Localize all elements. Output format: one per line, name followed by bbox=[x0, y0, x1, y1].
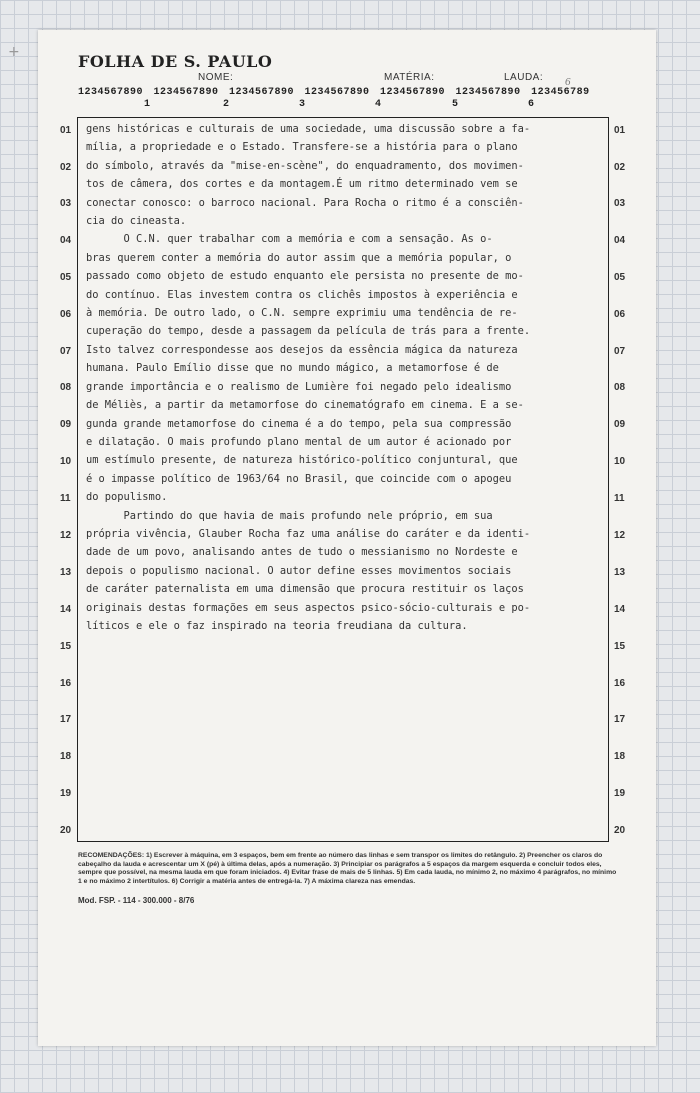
line-number-left: 04 bbox=[60, 235, 72, 246]
newspaper-logo: FOLHA DE S. PAULO bbox=[78, 52, 273, 71]
line-number-left: 11 bbox=[60, 493, 71, 504]
line-number-left: 02 bbox=[60, 162, 72, 173]
line-number-right: 10 bbox=[614, 456, 626, 467]
line-number-right: 15 bbox=[614, 641, 626, 652]
text-line: gunda grande metamorfose do cinema é a do tempo, pela sua compressão bbox=[86, 417, 512, 430]
text-line: própria vivência, Glauber Rocha faz uma análise do caráter e da identi- bbox=[86, 527, 531, 540]
text-line: Isto talvez correspondesse aos desejos da essência mágica da natureza bbox=[86, 343, 518, 356]
line-number-right: 17 bbox=[614, 714, 626, 725]
text-line: cuperação do tempo, desde a passagem da película de trás para a frente. bbox=[86, 325, 531, 338]
line-number-left: 09 bbox=[60, 419, 72, 430]
line-number-right: 03 bbox=[614, 198, 626, 209]
text-line: dade de um povo, analisando antes de tudo o messianismo no Nordeste e bbox=[86, 546, 518, 559]
column-ruler: 1234567890 1234567890 1234567890 1234567890 1234567890 1234567890 123456789 bbox=[78, 87, 590, 98]
text-line: e dilatação. O mais profundo plano mental de um autor é acionado por bbox=[86, 435, 512, 448]
text-line: bras querem conter a memória do autor assim que a memória popular, o bbox=[86, 251, 512, 264]
text-line: depois o populismo nacional. O autor define esses movimentos sociais bbox=[86, 564, 512, 577]
typewriter-sheet bbox=[38, 30, 656, 1046]
lauda-label: LAUDA: bbox=[504, 72, 544, 83]
ruler-tick: 5 bbox=[452, 99, 459, 110]
line-number-left: 15 bbox=[60, 641, 72, 652]
ruler-tick: 2 bbox=[223, 99, 230, 110]
text-line: Partindo do que havia de mais profundo nele próprio, em sua bbox=[86, 509, 493, 522]
line-number-right: 20 bbox=[614, 825, 626, 836]
line-number-right: 11 bbox=[614, 493, 625, 504]
line-number-left: 16 bbox=[60, 678, 72, 689]
line-number-right: 14 bbox=[614, 604, 626, 615]
text-line: cia do cineasta. bbox=[86, 215, 187, 228]
line-number-right: 13 bbox=[614, 567, 626, 578]
ruler-tick: 1 bbox=[144, 99, 151, 110]
line-number-left: 10 bbox=[60, 456, 72, 467]
line-number-right: 09 bbox=[614, 419, 626, 430]
text-line: passado como objeto de estudo enquanto ele persista no presente de mo- bbox=[86, 270, 524, 283]
text-line: mília, a propriedade e o Estado. Transfere-se a história para o plano bbox=[86, 141, 518, 154]
line-number-left: 01 bbox=[60, 125, 72, 136]
line-number-left: 14 bbox=[60, 604, 72, 615]
text-line: O C.N. quer trabalhar com a memória e com a sensação. As o- bbox=[86, 233, 493, 246]
line-number-left: 06 bbox=[60, 309, 72, 320]
line-number-left: 18 bbox=[60, 751, 72, 762]
line-number-left: 07 bbox=[60, 346, 72, 357]
text-line: do contínuo. Elas investem contra os clichês impostos à experiência e bbox=[86, 288, 518, 301]
text-line: originais destas formações em seus aspectos psico-sócio-culturais e po- bbox=[86, 601, 531, 614]
line-number-right: 01 bbox=[614, 125, 626, 136]
line-number-left: 20 bbox=[60, 825, 72, 836]
ruler-tick: 3 bbox=[299, 99, 306, 110]
form-model-code: Mod. FSP. - 114 - 300.000 - 8/76 bbox=[78, 896, 195, 905]
line-number-right: 19 bbox=[614, 788, 626, 799]
materia-label: MATÉRIA: bbox=[384, 72, 435, 83]
line-number-right: 07 bbox=[614, 346, 626, 357]
text-line: é o impasse político de 1963/64 no Brasil, que coincide com o apogeu bbox=[86, 472, 512, 485]
text-line: líticos e ele o faz inspirado na teoria freudiana da cultura. bbox=[86, 619, 468, 632]
line-number-right: 05 bbox=[614, 272, 626, 283]
ruler-tick: 4 bbox=[375, 99, 382, 110]
text-line: à memória. De outro lado, o C.N. sempre exprimiu uma tendência de re- bbox=[86, 307, 518, 320]
line-number-left: 08 bbox=[60, 382, 72, 393]
typed-body-text bbox=[86, 120, 606, 635]
line-number-left: 17 bbox=[60, 714, 72, 725]
text-line: humana. Paulo Emílio disse que no mundo mágico, a metamorfose é de bbox=[86, 362, 499, 375]
text-line: um estímulo presente, de natureza histórico-político conjuntural, que bbox=[86, 454, 518, 467]
text-line: tos de câmera, dos cortes e da montagem.É um ritmo determinado vem se bbox=[86, 178, 518, 191]
line-number-left: 19 bbox=[60, 788, 72, 799]
text-line: gens históricas e culturais de uma sociedade, uma discussão sobre a fa- bbox=[86, 123, 531, 135]
lauda-number: 6 bbox=[565, 76, 571, 88]
line-number-right: 12 bbox=[614, 530, 626, 541]
line-number-right: 08 bbox=[614, 382, 626, 393]
line-number-left: 12 bbox=[60, 530, 72, 541]
text-line: do símbolo, através da "mise-en-scène", do enquadramento, dos movimen- bbox=[86, 159, 524, 172]
text-line: de Méliès, a partir da metamorfose do cinematógrafo em cinema. E a se- bbox=[86, 399, 524, 412]
ruler-tick: 6 bbox=[528, 99, 535, 110]
text-line: do populismo. bbox=[86, 491, 168, 504]
line-number-left: 13 bbox=[60, 567, 72, 578]
line-number-right: 06 bbox=[614, 309, 626, 320]
line-number-right: 04 bbox=[614, 235, 626, 246]
nome-label: NOME: bbox=[198, 72, 234, 83]
text-line: grande importância e o realismo de Lumière foi negado pelo idealismo bbox=[86, 380, 512, 393]
recommendations-note: RECOMENDAÇÕES: 1) Escrever à máquina, em 3 espaços, bem em frente ao número das linhas e sem transpor os limites do retângulo. 2) Preencher os claros do cabeçalho da lauda e acrescentar um X (pé) à última delas, após a numeração. 3) Principiar os parágrafos a 5 espaços da margem esquerda e concluir todos eles, sempre que possível, na mesma lauda em que foram iniciados. 4) Evitar frase de mais de 5 linhas. 5) Em cada lauda, no mínimo 2, no máximo 4 parágrafos, no mínimo 1 e no máximo 2 intertítulos. 6) Corrigir a matéria antes de entregá-la. 7) A máxima clareza nas emendas. bbox=[78, 852, 617, 885]
line-number-left: 03 bbox=[60, 198, 72, 209]
text-line: conectar conosco: o barroco nacional. Para Rocha o ritmo é a consciên- bbox=[86, 196, 524, 209]
line-number-right: 16 bbox=[614, 678, 626, 689]
registration-mark: + bbox=[8, 44, 20, 60]
line-number-right: 18 bbox=[614, 751, 626, 762]
line-number-left: 05 bbox=[60, 272, 72, 283]
line-number-right: 02 bbox=[614, 162, 626, 173]
text-line: de caráter paternalista em uma dimensão que procura restituir os laços bbox=[86, 583, 524, 596]
